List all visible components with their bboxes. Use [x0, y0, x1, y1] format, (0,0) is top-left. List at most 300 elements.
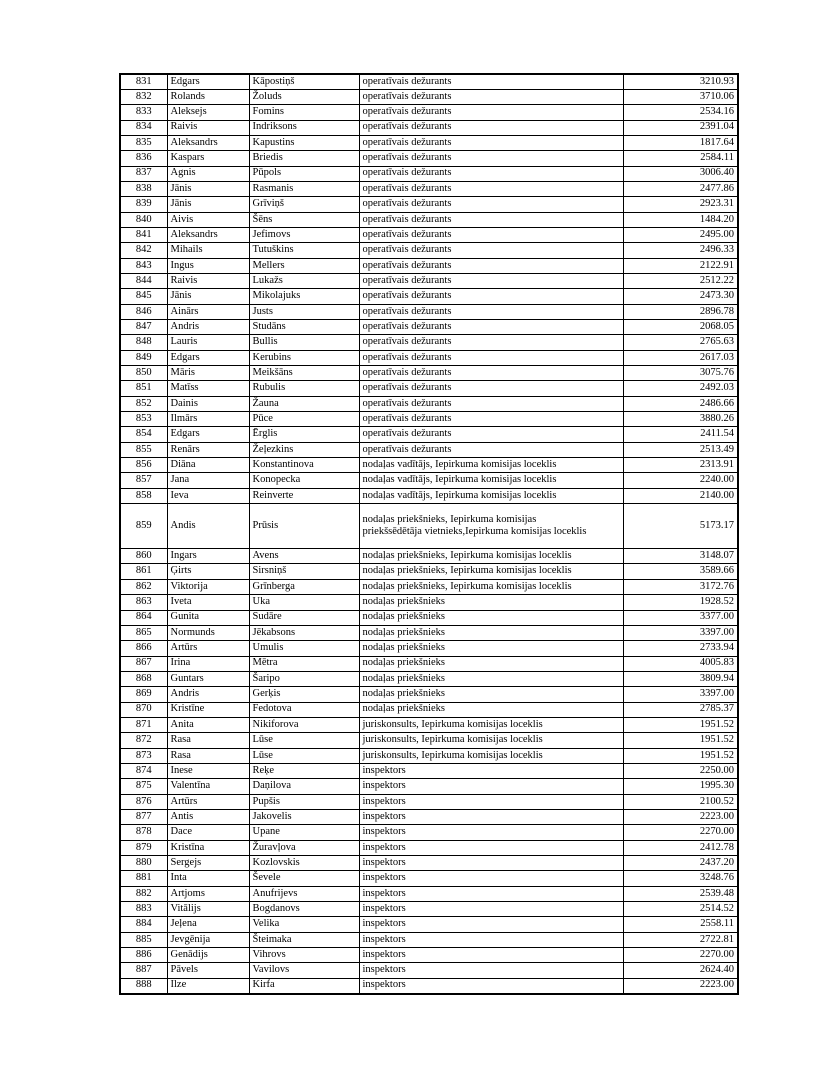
table-row — [120, 151, 738, 166]
amount-cell: 2486.66 — [623, 396, 738, 411]
position-line-1: inspektors — [362, 764, 406, 776]
row-number-cell: 834 — [120, 120, 167, 135]
amount-cell: 2513.49 — [623, 442, 738, 457]
first-name-cell: Kristīna — [167, 840, 249, 855]
table-row — [120, 350, 738, 365]
amount-cell: 2923.31 — [623, 197, 738, 212]
position-cell — [359, 151, 623, 166]
amount-cell: 2068.05 — [623, 320, 738, 335]
first-name-cell: Vitālijs — [167, 902, 249, 917]
row-number-cell: 873 — [120, 748, 167, 763]
position-line-1: operatīvais dežurants — [362, 198, 452, 210]
first-name-cell: Rasa — [167, 733, 249, 748]
first-name-cell: Jānis — [167, 181, 249, 196]
position-cell — [359, 89, 623, 104]
row-number-cell: 876 — [120, 794, 167, 809]
position-cell — [359, 687, 623, 702]
last-name-cell: Kapustins — [249, 135, 359, 150]
last-name-cell: Indriksons — [249, 120, 359, 135]
table-row — [120, 473, 738, 488]
position-line-1: operatīvais dežurants — [362, 167, 452, 179]
first-name-cell: Kaspars — [167, 151, 249, 166]
table-row — [120, 289, 738, 304]
amount-cell: 1817.64 — [623, 135, 738, 150]
first-name-cell: Jānis — [167, 197, 249, 212]
row-number-cell: 851 — [120, 381, 167, 396]
row-number-cell: 850 — [120, 366, 167, 381]
row-number-cell: 837 — [120, 166, 167, 181]
table-row — [120, 89, 738, 104]
position-cell — [359, 763, 623, 778]
position-line-1: nodaļas priekšnieks — [362, 688, 446, 700]
amount-cell: 2240.00 — [623, 473, 738, 488]
position-line-1: inspektors — [362, 795, 406, 807]
amount-cell: 2391.04 — [623, 120, 738, 135]
row-number-cell: 877 — [120, 809, 167, 824]
position-cell — [359, 733, 623, 748]
first-name-cell: Ģirts — [167, 564, 249, 579]
row-number-cell: 846 — [120, 304, 167, 319]
position-cell — [359, 458, 623, 473]
position-cell — [359, 840, 623, 855]
position-cell — [359, 135, 623, 150]
last-name-cell: Fomins — [249, 105, 359, 120]
table-row — [120, 748, 738, 763]
table-row — [120, 273, 738, 288]
row-number-cell: 847 — [120, 320, 167, 335]
row-number-cell: 835 — [120, 135, 167, 150]
amount-cell: 5173.17 — [623, 504, 738, 549]
first-name-cell: Aleksandrs — [167, 227, 249, 242]
last-name-cell: Umulis — [249, 641, 359, 656]
amount-cell: 3710.06 — [623, 89, 738, 104]
first-name-cell: Irina — [167, 656, 249, 671]
position-cell — [359, 564, 623, 579]
position-line-1: inspektors — [362, 826, 406, 838]
position-cell — [359, 825, 623, 840]
position-line-1: nodaļas priekšnieks, Iepirkuma komisijas loceklis — [362, 550, 572, 562]
position-cell — [359, 350, 623, 365]
first-name-cell: Mihails — [167, 243, 249, 258]
position-line-1: operatīvais dežurants — [362, 121, 452, 133]
first-name-cell: Inta — [167, 871, 249, 886]
table-row — [120, 963, 738, 978]
position-cell — [359, 549, 623, 564]
last-name-cell: Žeļezkins — [249, 442, 359, 457]
row-number-cell: 859 — [120, 504, 167, 549]
amount-cell: 2512.22 — [623, 273, 738, 288]
position-line-1: inspektors — [362, 841, 406, 853]
position-line-1: inspektors — [362, 948, 406, 960]
salary-table-body — [120, 74, 738, 994]
last-name-cell: Justs — [249, 304, 359, 319]
last-name-cell: Fedotova — [249, 702, 359, 717]
last-name-cell: Kozlovskis — [249, 856, 359, 871]
first-name-cell: Andris — [167, 687, 249, 702]
last-name-cell: Sudāre — [249, 610, 359, 625]
amount-cell: 2514.52 — [623, 902, 738, 917]
table-row — [120, 625, 738, 640]
position-cell — [359, 917, 623, 932]
position-cell — [359, 488, 623, 503]
position-line-1: nodaļas vadītājs, Iepirkuma komisijas loceklis — [362, 489, 557, 501]
row-number-cell: 832 — [120, 89, 167, 104]
position-cell — [359, 427, 623, 442]
last-name-cell: Lukažs — [249, 273, 359, 288]
last-name-cell: Rubulis — [249, 381, 359, 396]
row-number-cell: 878 — [120, 825, 167, 840]
last-name-cell: Šēns — [249, 212, 359, 227]
position-line-1: operatīvais dežurants — [362, 75, 452, 87]
amount-cell: 3210.93 — [623, 74, 738, 89]
position-cell — [359, 366, 623, 381]
table-row — [120, 304, 738, 319]
table-row — [120, 948, 738, 963]
first-name-cell: Jana — [167, 473, 249, 488]
first-name-cell: Ilmārs — [167, 412, 249, 427]
position-line-1: juriskonsults, Iepirkuma komisijas loceklis — [362, 734, 543, 746]
table-row — [120, 258, 738, 273]
table-row — [120, 320, 738, 335]
position-line-1: nodaļas priekšnieks, Iepirkuma komisijas loceklis — [362, 580, 572, 592]
position-cell — [359, 794, 623, 809]
first-name-cell: Inese — [167, 763, 249, 778]
row-number-cell: 869 — [120, 687, 167, 702]
row-number-cell: 883 — [120, 902, 167, 917]
row-number-cell: 881 — [120, 871, 167, 886]
table-row — [120, 840, 738, 855]
first-name-cell: Dainis — [167, 396, 249, 411]
table-row — [120, 886, 738, 901]
amount-cell: 1951.52 — [623, 748, 738, 763]
last-name-cell: Avens — [249, 549, 359, 564]
last-name-cell: Vavilovs — [249, 963, 359, 978]
row-number-cell: 880 — [120, 856, 167, 871]
position-cell — [359, 197, 623, 212]
position-cell — [359, 381, 623, 396]
row-number-cell: 885 — [120, 932, 167, 947]
table-row — [120, 135, 738, 150]
last-name-cell: Gerķis — [249, 687, 359, 702]
table-row — [120, 932, 738, 947]
row-number-cell: 840 — [120, 212, 167, 227]
amount-cell: 3880.26 — [623, 412, 738, 427]
row-number-cell: 867 — [120, 656, 167, 671]
last-name-cell: Bogdanovs — [249, 902, 359, 917]
position-cell — [359, 748, 623, 763]
table-row — [120, 381, 738, 396]
position-line-1: inspektors — [362, 902, 406, 914]
last-name-cell: Upane — [249, 825, 359, 840]
amount-cell: 2722.81 — [623, 932, 738, 947]
position-line-1: operatīvais dežurants — [362, 305, 452, 317]
first-name-cell: Normunds — [167, 625, 249, 640]
table-row — [120, 396, 738, 411]
row-number-cell: 841 — [120, 227, 167, 242]
table-row — [120, 243, 738, 258]
amount-cell: 2122.91 — [623, 258, 738, 273]
row-number-cell: 887 — [120, 963, 167, 978]
last-name-cell: Meikšāns — [249, 366, 359, 381]
row-number-cell: 871 — [120, 717, 167, 732]
table-row — [120, 427, 738, 442]
first-name-cell: Aleksandrs — [167, 135, 249, 150]
first-name-cell: Diāna — [167, 458, 249, 473]
amount-cell: 1928.52 — [623, 595, 738, 610]
last-name-cell: Vihrovs — [249, 948, 359, 963]
amount-cell: 2437.20 — [623, 856, 738, 871]
table-row — [120, 825, 738, 840]
position-line-1: inspektors — [362, 933, 406, 945]
table-row — [120, 335, 738, 350]
first-name-cell: Aivis — [167, 212, 249, 227]
amount-cell: 3397.00 — [623, 687, 738, 702]
last-name-cell: Velika — [249, 917, 359, 932]
position-cell — [359, 120, 623, 135]
position-cell — [359, 610, 623, 625]
first-name-cell: Guntars — [167, 671, 249, 686]
position-line-1: operatīvais dežurants — [362, 382, 452, 394]
position-line-1: operatīvais dežurants — [362, 428, 452, 440]
row-number-cell: 852 — [120, 396, 167, 411]
first-name-cell: Ieva — [167, 488, 249, 503]
position-line-1: operatīvais dežurants — [362, 351, 452, 363]
amount-cell: 3006.40 — [623, 166, 738, 181]
row-number-cell: 879 — [120, 840, 167, 855]
position-cell — [359, 579, 623, 594]
amount-cell: 1951.52 — [623, 717, 738, 732]
position-line-1: operatīvais dežurants — [362, 244, 452, 256]
last-name-cell: Mikolajuks — [249, 289, 359, 304]
position-line-1: operatīvais dežurants — [362, 290, 452, 302]
last-name-cell: Daņilova — [249, 779, 359, 794]
first-name-cell: Valentīna — [167, 779, 249, 794]
last-name-cell: Šaripo — [249, 671, 359, 686]
position-line-1: operatīvais dežurants — [362, 366, 452, 378]
position-cell — [359, 932, 623, 947]
table-row — [120, 120, 738, 135]
last-name-cell: Sirsniņš — [249, 564, 359, 579]
table-row — [120, 763, 738, 778]
position-line-1: nodaļas priekšnieks, Iepirkuma komisijas loceklis — [362, 565, 572, 577]
first-name-cell: Andis — [167, 504, 249, 549]
position-line-1: inspektors — [362, 856, 406, 868]
row-number-cell: 845 — [120, 289, 167, 304]
position-cell — [359, 273, 623, 288]
last-name-cell: Konstantinova — [249, 458, 359, 473]
position-line-1: operatīvais dežurants — [362, 136, 452, 148]
position-cell — [359, 671, 623, 686]
position-cell — [359, 963, 623, 978]
amount-cell: 3589.66 — [623, 564, 738, 579]
amount-cell: 2250.00 — [623, 763, 738, 778]
row-number-cell: 839 — [120, 197, 167, 212]
row-number-cell: 864 — [120, 610, 167, 625]
amount-cell: 2473.30 — [623, 289, 738, 304]
last-name-cell: Kerubins — [249, 350, 359, 365]
position-cell — [359, 412, 623, 427]
amount-cell: 2223.00 — [623, 978, 738, 993]
row-number-cell: 875 — [120, 779, 167, 794]
table-row — [120, 579, 738, 594]
position-line-1: nodaļas priekšnieks — [362, 657, 446, 669]
last-name-cell: Mellers — [249, 258, 359, 273]
first-name-cell: Jeļena — [167, 917, 249, 932]
amount-cell: 3075.76 — [623, 366, 738, 381]
position-cell — [359, 74, 623, 89]
amount-cell: 3377.00 — [623, 610, 738, 625]
first-name-cell: Anita — [167, 717, 249, 732]
position-cell — [359, 181, 623, 196]
table-row — [120, 181, 738, 196]
position-cell — [359, 166, 623, 181]
amount-cell: 2496.33 — [623, 243, 738, 258]
table-row — [120, 442, 738, 457]
position-cell — [359, 856, 623, 871]
table-row — [120, 902, 738, 917]
amount-cell: 2313.91 — [623, 458, 738, 473]
row-number-cell: 865 — [120, 625, 167, 640]
table-row — [120, 488, 738, 503]
position-line-1: operatīvais dežurants — [362, 320, 452, 332]
table-row — [120, 610, 738, 625]
position-line-1: operatīvais dežurants — [362, 397, 452, 409]
table-row — [120, 595, 738, 610]
last-name-cell: Briedis — [249, 151, 359, 166]
position-line-1: operatīvais dežurants — [362, 106, 452, 118]
position-cell — [359, 625, 623, 640]
table-row — [120, 504, 738, 549]
first-name-cell: Viktorija — [167, 579, 249, 594]
row-number-cell: 872 — [120, 733, 167, 748]
amount-cell: 2412.78 — [623, 840, 738, 855]
first-name-cell: Sergejs — [167, 856, 249, 871]
position-cell — [359, 258, 623, 273]
last-name-cell: Jefimovs — [249, 227, 359, 242]
row-number-cell: 888 — [120, 978, 167, 993]
amount-cell: 2785.37 — [623, 702, 738, 717]
salary-table — [119, 73, 739, 995]
table-row — [120, 105, 738, 120]
first-name-cell: Raivis — [167, 273, 249, 288]
amount-cell: 2495.00 — [623, 227, 738, 242]
position-cell — [359, 871, 623, 886]
last-name-cell: Pūce — [249, 412, 359, 427]
table-row — [120, 166, 738, 181]
position-line-1: operatīvais dežurants — [362, 412, 452, 424]
position-line-1: nodaļas priekšnieks — [362, 596, 446, 608]
amount-cell: 4005.83 — [623, 656, 738, 671]
row-number-cell: 848 — [120, 335, 167, 350]
position-cell — [359, 656, 623, 671]
first-name-cell: Antis — [167, 809, 249, 824]
amount-cell: 1951.52 — [623, 733, 738, 748]
row-number-cell: 838 — [120, 181, 167, 196]
table-row — [120, 641, 738, 656]
position-line-1: operatīvais dežurants — [362, 336, 452, 348]
row-number-cell: 831 — [120, 74, 167, 89]
last-name-cell: Lūse — [249, 748, 359, 763]
first-name-cell: Edgars — [167, 350, 249, 365]
position-cell — [359, 105, 623, 120]
first-name-cell: Rolands — [167, 89, 249, 104]
position-line-1: nodaļas priekšnieks — [362, 626, 446, 638]
position-line-1: inspektors — [362, 780, 406, 792]
row-number-cell: 870 — [120, 702, 167, 717]
last-name-cell: Anufrijevs — [249, 886, 359, 901]
amount-cell: 3148.07 — [623, 549, 738, 564]
last-name-cell: Uka — [249, 595, 359, 610]
table-row — [120, 412, 738, 427]
first-name-cell: Aleksejs — [167, 105, 249, 120]
position-line-1: nodaļas vadītājs, Iepirkuma komisijas loceklis — [362, 474, 557, 486]
amount-cell: 2733.94 — [623, 641, 738, 656]
table-row — [120, 917, 738, 932]
row-number-cell: 874 — [120, 763, 167, 778]
row-number-cell: 844 — [120, 273, 167, 288]
table-row — [120, 717, 738, 732]
row-number-cell: 882 — [120, 886, 167, 901]
table-row — [120, 856, 738, 871]
last-name-cell: Mētra — [249, 656, 359, 671]
amount-cell: 2765.63 — [623, 335, 738, 350]
last-name-cell: Ševele — [249, 871, 359, 886]
first-name-cell: Rasa — [167, 748, 249, 763]
position-line-1: inspektors — [362, 872, 406, 884]
amount-cell: 2896.78 — [623, 304, 738, 319]
first-name-cell: Ilze — [167, 978, 249, 993]
last-name-cell: Ērglis — [249, 427, 359, 442]
last-name-cell: Bullis — [249, 335, 359, 350]
row-number-cell: 868 — [120, 671, 167, 686]
last-name-cell: Konopecka — [249, 473, 359, 488]
table-row — [120, 212, 738, 227]
position-cell — [359, 978, 623, 993]
row-number-cell: 860 — [120, 549, 167, 564]
first-name-cell: Matīss — [167, 381, 249, 396]
row-number-cell: 857 — [120, 473, 167, 488]
position-line-1: nodaļas priekšnieks — [362, 611, 446, 623]
row-number-cell: 862 — [120, 579, 167, 594]
last-name-cell: Pūpols — [249, 166, 359, 181]
last-name-cell: Prūsis — [249, 504, 359, 549]
table-row — [120, 779, 738, 794]
row-number-cell: 856 — [120, 458, 167, 473]
amount-cell: 2223.00 — [623, 809, 738, 824]
table-row — [120, 978, 738, 993]
amount-cell: 3248.76 — [623, 871, 738, 886]
table-row — [120, 733, 738, 748]
position-cell — [359, 473, 623, 488]
last-name-cell: Reķe — [249, 763, 359, 778]
position-line-1: nodaļas priekšnieks — [362, 672, 446, 684]
row-number-cell: 884 — [120, 917, 167, 932]
position-line-1: inspektors — [362, 964, 406, 976]
position-line-1: operatīvais dežurants — [362, 90, 452, 102]
position-cell — [359, 504, 623, 549]
amount-cell: 2534.16 — [623, 105, 738, 120]
position-line-1: operatīvais dežurants — [362, 152, 452, 164]
row-number-cell: 886 — [120, 948, 167, 963]
position-cell — [359, 442, 623, 457]
position-cell — [359, 809, 623, 824]
position-cell — [359, 902, 623, 917]
first-name-cell: Agnis — [167, 166, 249, 181]
position-cell — [359, 320, 623, 335]
first-name-cell: Kristīne — [167, 702, 249, 717]
first-name-cell: Jānis — [167, 289, 249, 304]
first-name-cell: Lauris — [167, 335, 249, 350]
